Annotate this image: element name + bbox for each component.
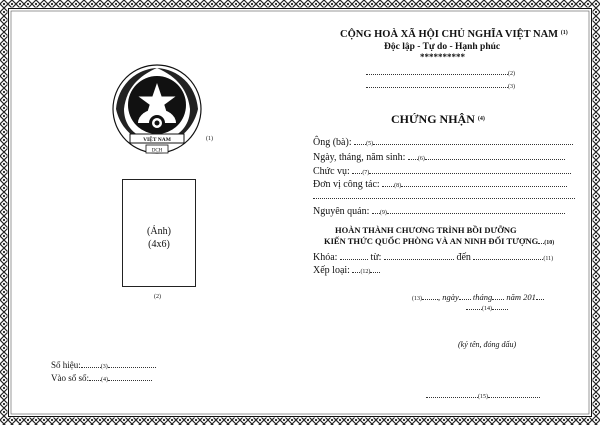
national-title: CỘNG HOÀ XÃ HỘI CHỦ NGHĨA VIỆT NAM $^{(1)}$ (340, 29, 568, 40)
emblem-banner-text: VIỆT NAM (143, 137, 171, 143)
emblem-base-text: DCH (151, 148, 163, 154)
signer-name-line: (15) (426, 393, 540, 400)
signature-note: (ký tên, đóng dấu) (458, 340, 517, 349)
field-unit-continued (313, 192, 575, 202)
field-hometown: Nguyên quán: (9) (313, 207, 565, 217)
emblem-ref: (1) (206, 136, 213, 142)
photo-ref: (2) (154, 294, 161, 300)
motto-stars: ********** (420, 52, 465, 62)
register-number: Vào sổ số: (4) (51, 374, 152, 383)
photo-size: (4x6) (148, 239, 170, 250)
program-line-1: HOÀN THÀNH CHƯƠNG TRÌNH BỒI DƯỠNG (335, 225, 517, 235)
ref-14-line: (14) (466, 305, 508, 312)
field-name: Ông (bà): (5) (313, 138, 573, 148)
header-line-3: (3) (366, 83, 515, 90)
header-line-2: (2) (366, 70, 515, 77)
program-line-2: KIẾN THỨC QUỐC PHÒNG VÀ AN NINH ĐỐI TƯỢNG (10) (324, 236, 555, 246)
photo-label: (Ảnh) (147, 226, 171, 237)
field-unit: Đơn vị công tác: (8) (313, 180, 567, 190)
certificate-title: CHỨNG NHẬN $^{(4)}$ (391, 112, 485, 126)
national-emblem-icon (108, 63, 206, 159)
national-motto: Độc lập - Tự do - Hạnh phúc (384, 42, 501, 52)
field-rank: Xếp loại: (12) (313, 266, 380, 276)
serial-number: Số hiệu: (3) (51, 361, 156, 370)
issue-date: (13) , ngày tháng năm 201 (412, 293, 544, 302)
field-dob: Ngày, tháng, năm sinh: (6) (313, 153, 565, 163)
field-position: Chức vụ: (7) (313, 167, 571, 177)
field-course: Khóa: từ: đến (11) (313, 252, 554, 263)
